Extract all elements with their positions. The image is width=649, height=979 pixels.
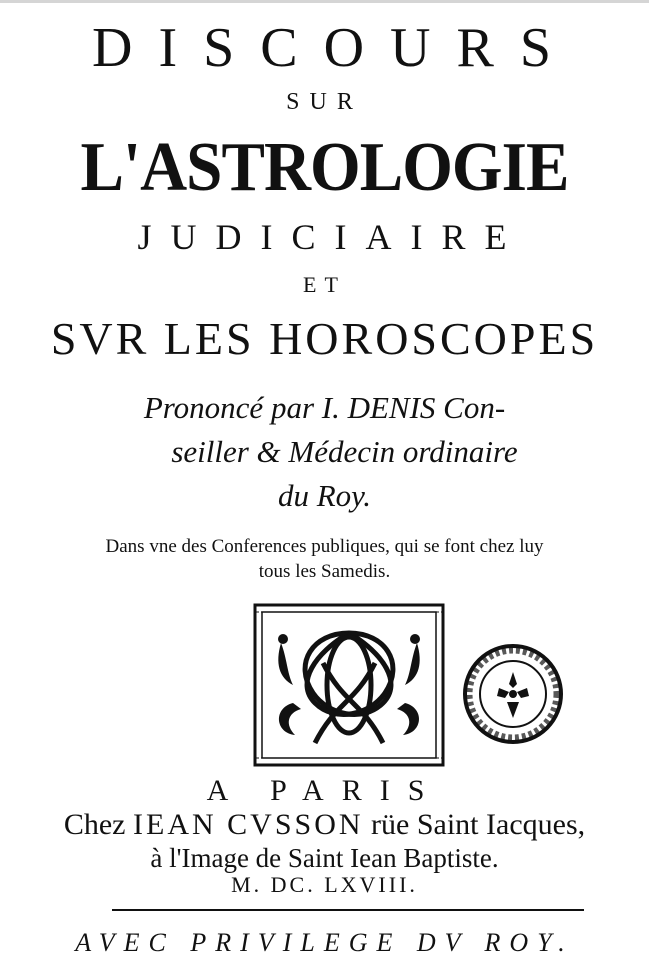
title-astrologie: L'ASTROLOGIE (80, 129, 569, 206)
title-discours: DISCOURS (92, 17, 577, 79)
occasion-line-2: tous les Samedis. (258, 561, 391, 582)
author-line-2: seiller & Médecin ordinaire (171, 434, 518, 469)
printers-ornament (253, 603, 445, 767)
imprint-date: M. DC. LXVIII. (231, 872, 418, 897)
page-edge (0, 0, 649, 3)
title-et: ET (303, 272, 346, 297)
library-stamp-seal (461, 642, 565, 746)
imprint-address: rüe Saint Iacques, (371, 808, 586, 841)
horizontal-rule (112, 909, 584, 911)
author-line-3: du Roy. (278, 478, 371, 513)
imprint-place: A PARIS (206, 774, 443, 807)
title-judiciaire: JUDICIAIRE (137, 217, 526, 257)
imprint-publisher-line (0, 806, 649, 844)
privilege-line: AVEC PRIVILEGE DV ROY. (75, 928, 574, 957)
imprint-chez: Chez (63, 808, 126, 841)
imprint-sign: à l'Image de Saint Iean Baptiste. (150, 843, 499, 873)
title-horoscopes: SVR LES HOROSCOPES (50, 313, 599, 364)
author-line-1: Prononcé par I. DENIS Con- (143, 390, 506, 425)
imprint-printer-name: IEAN CVSSON (133, 808, 364, 841)
occasion-line-1: Dans vne des Conferences publiques, qui se font chez luy (105, 536, 544, 557)
title-sur: SUR (286, 89, 363, 115)
